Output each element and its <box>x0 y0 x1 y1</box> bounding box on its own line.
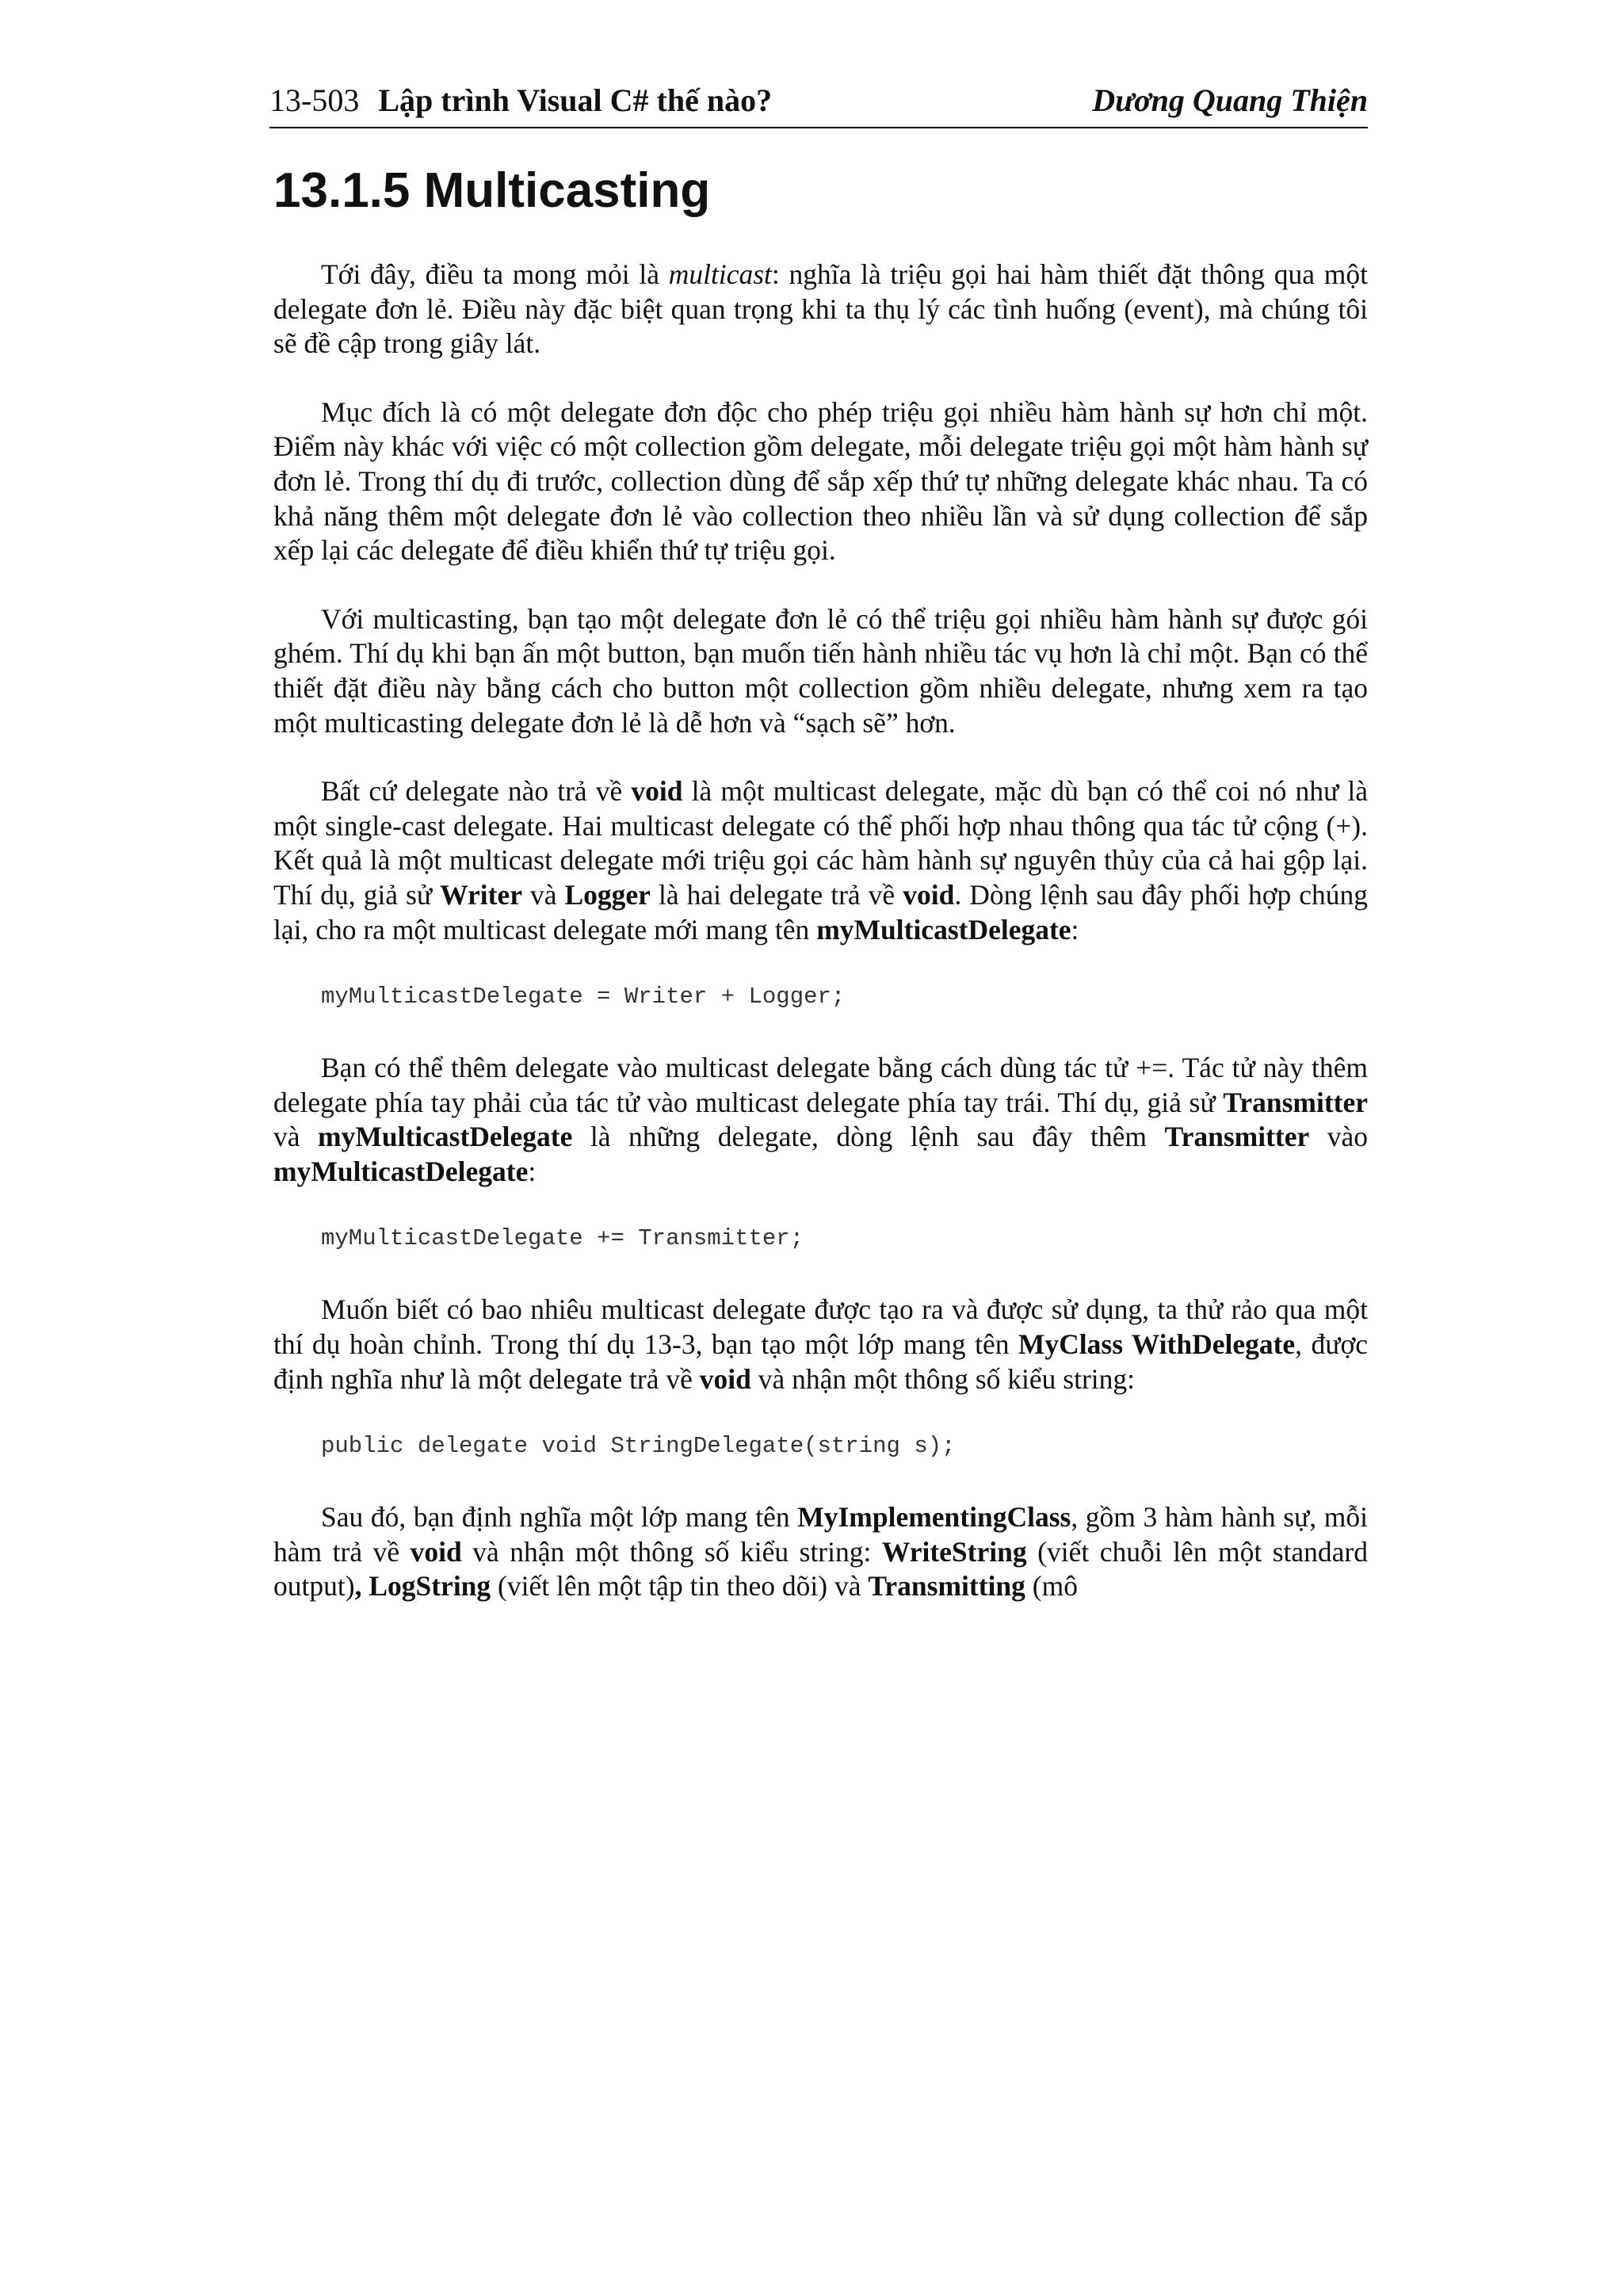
paragraph-1 <box>273 258 1368 361</box>
bold-term: Transmitting <box>868 1570 1025 1603</box>
paragraph-3: Với multicasting, bạn tạo một delegate đơn lẻ có thể triệu gọi nhiều hàm hành sự được gói ghém. Thí dụ khi bạn ấn một button, bạn muốn tiến hành nhiều tác vụ hơn là chỉ một. Bạn có thể thiết đặt điều này bằng cách cho button một collection gồm nhiều delegate, nhưng xem ra tạo một multicasting delegate đơn lẻ là dễ hơn và “sạch sẽ” hơn. <box>273 602 1368 739</box>
code-snippet-1: myMulticastDelegate = Writer + Logger; <box>321 984 846 1010</box>
code-snippet-3: public delegate void StringDelegate(string s); <box>321 1433 956 1460</box>
bold-term: void <box>631 775 683 808</box>
bold-term: MyImplementingClass <box>797 1501 1071 1534</box>
paragraph-7 <box>273 1500 1368 1604</box>
text-run: (viết chuỗi lên một standard output) <box>273 1535 1368 1603</box>
bold-term: Transmitter <box>1223 1086 1368 1118</box>
bold-term: myMulticastDelegate <box>273 1155 529 1187</box>
code-snippet-2: myMulticastDelegate += Transmitter; <box>321 1225 804 1252</box>
bold-term: , LogString <box>354 1570 491 1603</box>
text-run: Muốn biết có bao nhiêu multicast delegate được tạo ra và được sử dụng, ta thử rảo qua một thí dụ hoàn chỉnh. Trong thí dụ 13-3, bạn tạo một lớp mang tên <box>273 1293 1368 1361</box>
text-run: là một multicast delegate, mặc dù bạn có thể coi nó như là một single-cast delegate. Hai multicast delegate có thể phối hợp nhau thông qua tác tử cộng (+). Kết quả là một multicast delegate mới triệu gọi các hàm hành sự nguyên thủy của cả hai gộp lại. Thí dụ, giả sử <box>273 775 1368 911</box>
bold-term: Writer <box>440 878 522 911</box>
bold-term: MyClass WithDelegate <box>1018 1328 1296 1361</box>
bold-term: void <box>903 878 955 911</box>
text-run: Sau đó, bạn định nghĩa một lớp mang tên <box>321 1501 798 1534</box>
text-run: và nhận một thông số kiểu string: <box>461 1535 882 1568</box>
book-title: Lập trình Visual C# thế nào? <box>378 82 773 118</box>
bold-term: myMulticastDelegate <box>816 913 1071 946</box>
text-run: Tới đây, điều ta mong mỏi là <box>321 258 669 290</box>
text-run: : nghĩa là triệu gọi hai hàm thiết đặt thông qua một delegate đơn lẻ. Điều này đặc biệt quan trọng khi ta thụ lý các tình huống (event), mà chúng tôi sẽ đề cập trong giây lát. <box>273 258 1368 360</box>
text-run: Bạn có thể thêm delegate vào multicast delegate bằng cách dùng tác tử +=. Tác tử này thêm delegate phía tay phải của tác tử vào multicast delegate phía tay trái. Thí dụ, giả sử <box>273 1052 1368 1118</box>
bold-term: Transmitter <box>1164 1121 1310 1153</box>
emphasis-term: multicast <box>668 258 772 290</box>
bold-term: WriteString <box>881 1535 1027 1568</box>
text-run: vào <box>1309 1121 1368 1153</box>
text-run: và <box>273 1121 319 1153</box>
paragraph-2: Mục đích là có một delegate đơn độc cho phép triệu gọi nhiều hàm hành sự hơn chỉ một. Điểm này khác với việc có một collection gồm delegate, mỗi delegate triệu gọi một hàm hành sự đơn lẻ. Trong thí dụ đi trước, collection dùng để sắp xếp thứ tự những delegate khác nhau. Ta có khả năng thêm một delegate đơn lẻ vào collection theo nhiều lần và sử dụng collection để sắp xếp lại các delegate để điều khiển thứ tự triệu gọi. <box>273 395 1368 567</box>
text-run: Bất cứ delegate nào trả về <box>321 775 632 808</box>
bold-term: void <box>699 1362 751 1395</box>
text-run: và nhận một thông số kiểu string: <box>750 1362 1136 1395</box>
text-run: là những delegate, dòng lệnh sau đây thêm <box>572 1121 1165 1153</box>
text-run: và <box>521 878 565 911</box>
bold-term: void <box>410 1535 462 1568</box>
text-run: . Dòng lệnh sau đây phối hợp chúng lại, cho ra một multicast delegate mới mang tên <box>273 878 1368 946</box>
text-run: là hai delegate trả về <box>650 878 903 911</box>
paragraph-5 <box>273 1051 1368 1189</box>
text-run: : <box>1071 913 1079 946</box>
page-body <box>273 258 1368 1638</box>
section-title: 13.1.5 Multicasting <box>273 163 711 218</box>
text-run: , gồm 3 hàm hành sự, mỗi hàm trả về <box>273 1501 1368 1568</box>
paragraph-4 <box>273 774 1368 947</box>
bold-term: Logger <box>564 878 651 911</box>
paragraph-6 <box>273 1293 1368 1396</box>
text-run: (mô <box>1025 1570 1078 1603</box>
text-run: (viết lên một tập tin theo dõi) và <box>491 1570 869 1603</box>
page-number: 13-503 <box>269 82 360 118</box>
header-left <box>269 82 772 119</box>
text-run: : <box>528 1155 537 1187</box>
text-run: , được định nghĩa như là một delegate trả về <box>273 1328 1368 1395</box>
author-name: Dương Quang Thiện <box>1092 82 1368 118</box>
bold-term: myMulticastDelegate <box>318 1121 573 1153</box>
page-header <box>269 78 1368 128</box>
